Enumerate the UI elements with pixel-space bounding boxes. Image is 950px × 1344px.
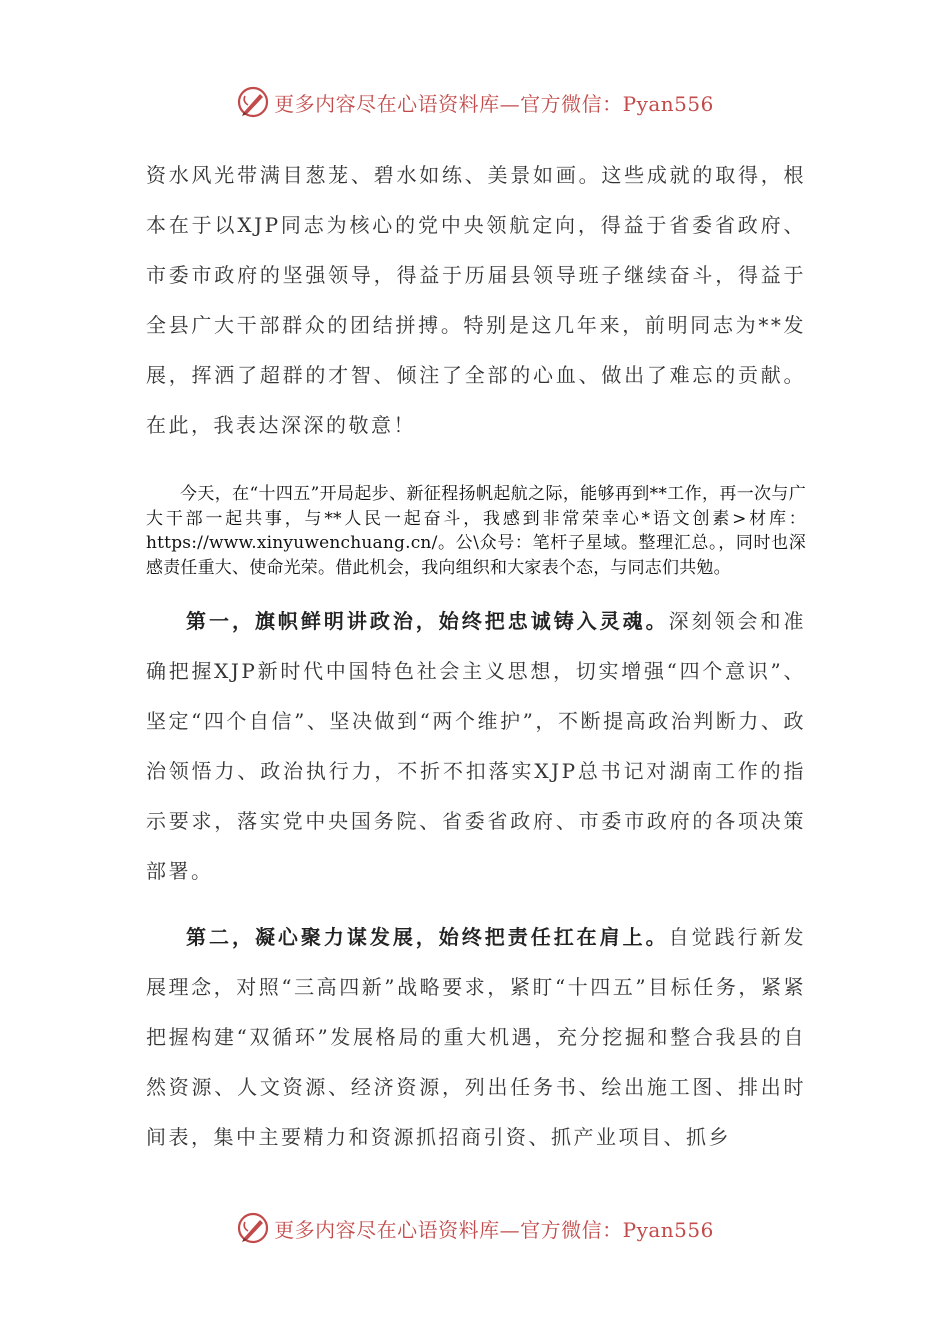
header-banner <box>0 82 950 122</box>
paragraph-4 <box>146 912 806 1162</box>
paragraph-2: 今天，在“十四五”开局起步、新征程扬帆起航之际，能够再到**工作，再一次与广大干部一起共事，与**人民一起奋斗，我感到非常荣幸心*语文创素>材库：https://www.xinyuwenchuang.cn/。公\众号：笔杆子星域。整理汇总。，同时也深感责任重大、使命光荣。借此机会，我向组织和大家表个态，与同志们共勉。 <box>146 484 806 578</box>
paragraph-3-heading: 第一，旗帜鲜明讲政治，始终把忠诚铸入灵魂。 <box>186 609 669 633</box>
paragraph-1: 资水风光带满目葱茏、碧水如练、美景如画。这些成就的取得，根本在于以XJP同志为核心的党中央领航定向，得益于省委省政府、市委市政府的坚强领导，得益于历届县领导班子继续奋斗，得益于全县广大干部群众的团结拼搏。特别是这几年来，前明同志为**发展，挥洒了超群的才智、倾注了全部的心血、做出了难忘的贡献。在此，我表达深深的敬意！ <box>146 163 806 437</box>
banner-text: 更多内容尽在心语资料库—官方微信：Pyan556 <box>274 1217 714 1242</box>
banner-text: 更多内容尽在心语资料库—官方微信：Pyan556 <box>274 91 714 116</box>
paragraph-4-text: 自觉践行新发展理念，对照“三高四新”战略要求，紧盯“十四五”目标任务，紧紧把握构建“双循环”发展格局的重大机遇，充分挖掘和整合我县的自然资源、人文资源、经济资源，列出任务书、绘出施工图、排出时间表，集中主要精力和资源抓招商引资、抓产业项目、抓乡 <box>146 925 807 1149</box>
paragraph-3-text: 深刻领会和准确把握XJP新时代中国特色社会主义思想，切实增强“四个意识”、坚定“四个自信”、坚决做到“两个维护”，不断提高政治判断力、政治领悟力、政治执行力，不折不扣落实XJP总书记对湖南工作的指示要求，落实党中央国务院、省委省政府、市委市政府的各项决策部署。 <box>146 609 807 883</box>
pen-logo-icon <box>236 1211 270 1245</box>
footer-banner <box>0 1208 950 1248</box>
pen-logo-icon <box>236 85 270 119</box>
paragraph-4-heading: 第二，凝心聚力谋发展，始终把责任扛在肩上。 <box>186 925 669 949</box>
document-body <box>146 150 806 1162</box>
paragraph-3 <box>146 596 806 896</box>
